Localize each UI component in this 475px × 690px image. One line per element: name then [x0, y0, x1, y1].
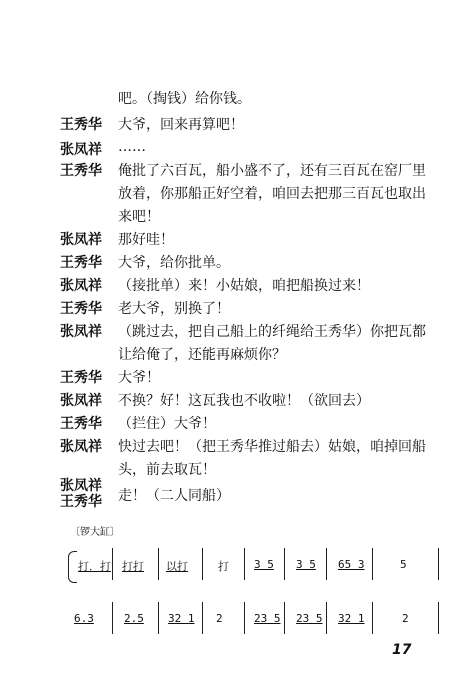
speaker-name: 张凤祥 [60, 324, 102, 340]
score-cell: 打 [218, 560, 229, 573]
speaker-name: 张凤祥 [60, 393, 102, 409]
barline [326, 548, 327, 580]
barline [202, 548, 203, 580]
dialogue-line: 不换？好！这瓦我也不收啦！（欲回去） [118, 393, 370, 409]
speaker-name: 王秀华 [60, 416, 102, 432]
dialogue-line: 俺批了六百瓦，船小盛不了，还有三百瓦在窑厂里 [118, 163, 426, 179]
score-cell: 65 3 [338, 558, 365, 571]
dialogue-line: （拦住）大爷！ [118, 416, 216, 432]
barline [372, 548, 373, 580]
dialogue-line: 让给俺了，还能再麻烦你？ [118, 347, 286, 363]
score-cell: 2 [216, 612, 223, 625]
dialogue-line: 来吧！ [118, 209, 160, 225]
speaker-name: 张凤祥 [60, 142, 102, 158]
barline [438, 602, 439, 634]
dialogue-line: 放着，你那船正好空着，咱回去把那三百瓦也取出 [118, 186, 426, 202]
score-cell: 32 1 [338, 612, 365, 625]
score-cell: 3 5 [254, 558, 274, 571]
barline [158, 548, 159, 580]
score-row-1 [70, 548, 440, 588]
score-cell: 23 5 [296, 612, 323, 625]
score-cell: 3 5 [296, 558, 316, 571]
dialogue-line: 走！（二人同船） [118, 488, 230, 504]
speaker-name: 王秀华 [60, 163, 102, 179]
speaker-name: 张凤祥 王秀华 [60, 478, 102, 510]
dialogue-line: （接批单）来！小姑娘，咱把船换过来！ [118, 278, 370, 294]
dialogue-line: 大爷，回来再算吧！ [118, 117, 244, 133]
barline [326, 602, 327, 634]
barline [112, 602, 113, 634]
dialogue-line: （跳过去，把自己船上的纤绳给王秀华）你把瓦都 [118, 324, 426, 340]
speaker-name: 王秀华 [60, 117, 102, 133]
barline [284, 548, 285, 580]
music-label: 〔锣大缸〕 [70, 527, 120, 538]
barline [244, 602, 245, 634]
score-cell: 以打 [166, 560, 188, 573]
score-cell: 2.5 [124, 612, 144, 625]
speaker-name: 王秀华 [60, 370, 102, 386]
speaker-name: 张凤祥 [60, 232, 102, 248]
dialogue-line: 快过去吧！（把王秀华推过船去）姑娘，咱掉回船 [118, 439, 426, 455]
page-number: 17 [392, 642, 412, 658]
speaker-name: 张凤祥 [60, 278, 102, 294]
dialogue-line: 大爷，给你批单。 [118, 255, 230, 271]
dialogue-line: 吧。（掏钱）给你钱。 [118, 91, 251, 107]
speaker-name: 王秀华 [60, 255, 102, 271]
speaker-name: 张凤祥 [60, 439, 102, 455]
score-cell: 23 5 [254, 612, 281, 625]
barline [202, 602, 203, 634]
barline [284, 602, 285, 634]
dialogue-line: 老大爷，别换了！ [118, 301, 230, 317]
dialogue-line: 大爷！ [118, 370, 160, 386]
barline [372, 602, 373, 634]
score-cell: 打．打 [78, 560, 111, 573]
score-cell: 5 [400, 558, 407, 571]
dialogue-line: 头，前去取瓦！ [118, 462, 216, 478]
speaker-name: 王秀华 [60, 301, 102, 317]
barline [244, 548, 245, 580]
score-cell: 打打 [122, 560, 144, 573]
dialogue-line: …… [118, 139, 146, 155]
barline [438, 548, 439, 580]
score-cell: 2 [402, 612, 409, 625]
barline [112, 548, 113, 580]
score-cell: 6.3 [74, 612, 94, 625]
dialogue-line: 那好哇！ [118, 232, 174, 248]
score-row-2 [70, 602, 440, 642]
score-cell: 32 1 [168, 612, 195, 625]
barline [158, 602, 159, 634]
